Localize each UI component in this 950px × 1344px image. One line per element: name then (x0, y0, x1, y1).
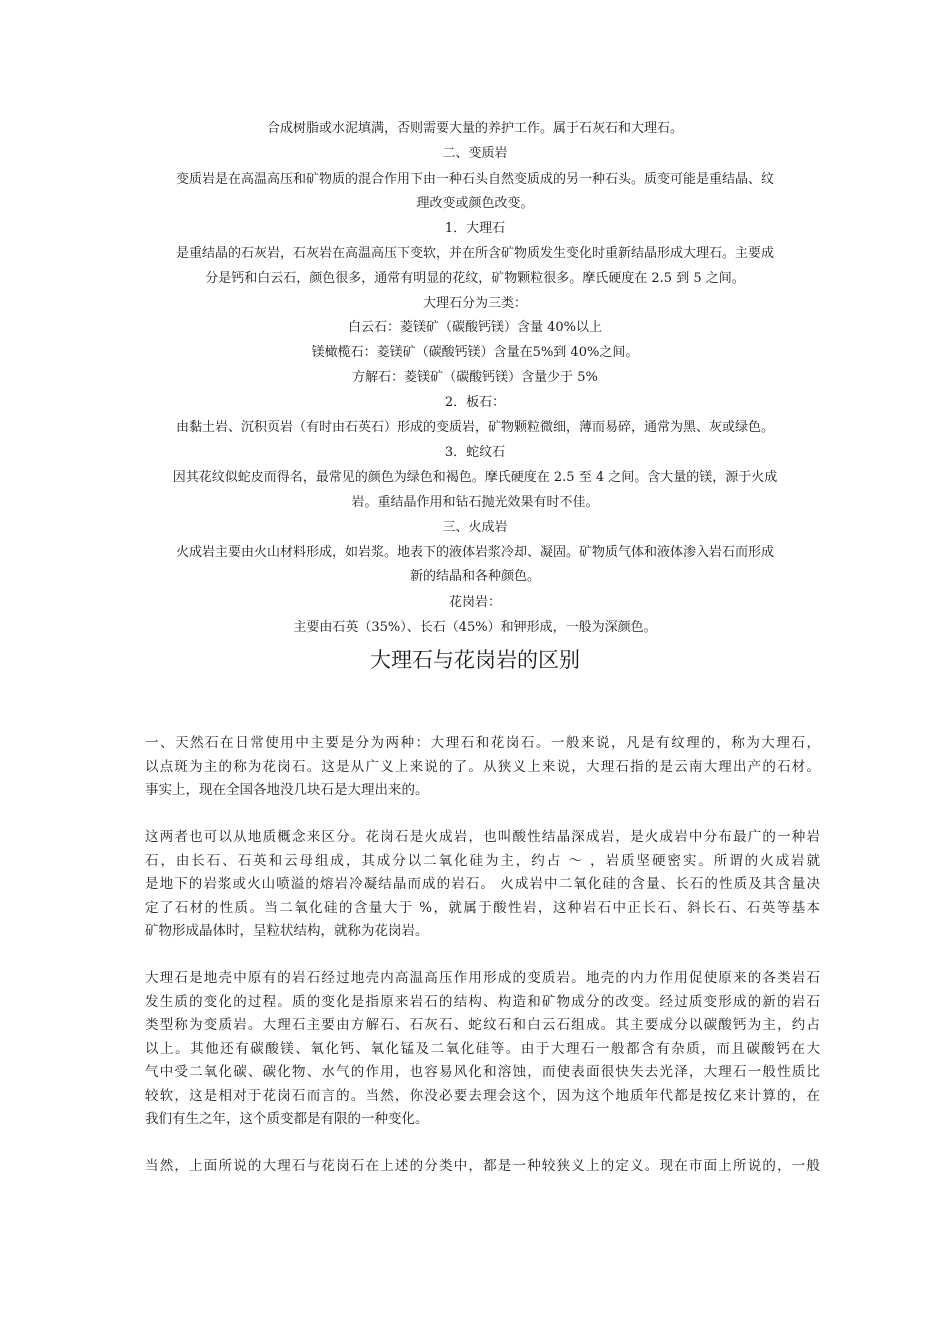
paragraph-line: 气中受二氧化碳、碳化物、水气的作用，也容易风化和溶蚀，而使表面很快失去光泽，大理石一般性质比 (145, 1064, 820, 1080)
paragraph (145, 826, 820, 944)
paragraph (145, 1155, 820, 1179)
paragraph-line: 我们有生之年，这个质变都是有限的一种变化。 (145, 1111, 429, 1127)
page-title: 大理石与花岗岩的区别 (370, 648, 580, 672)
text-line: 方解石：菱镁矿（碳酸钙镁）含量少于 5% (352, 370, 598, 385)
text-line: 岩。重结晶作用和钻石抛光效果有时不佳。 (351, 495, 599, 510)
text-line: 主要由石英（35%）、长石（45%）和钾形成，一般为深颜色。 (293, 620, 657, 635)
paragraph-line: 以点斑为主的称为花岗石。这是从广义上来说的了。从狭义上来说，大理石指的是云南大理出产的石材。 (145, 758, 820, 775)
text-line: 花岗岩： (448, 595, 501, 610)
paragraph-line: 这两者也可以从地质概念来区分。花岗石是火成岩，也叫酸性结晶深成岩，是火成岩中分布最广的一种岩 (145, 829, 820, 845)
text-line: 大理石分为三类： (422, 296, 527, 311)
text-line: 镁橄榄石：菱镁矿（碳酸钙镁）含量在5%到 40%之间。 (311, 345, 639, 360)
article-body (145, 732, 820, 1179)
text-line: 由黏土岩、沉积页岩（有时由石英石）形成的变质岩，矿物颗粒微细，薄而易碎，通常为黑、灰或绿色。 (175, 420, 774, 435)
paragraph-line: 以上。其他还有碳酸镁、氧化钙、氧化锰及二氧化硅等。由于大理石一般都含有杂质，而且碳酸钙在大 (145, 1040, 820, 1057)
paragraph-line: 矿物形成晶体时，呈粒状结构，就称为花岗岩。 (145, 923, 429, 939)
paragraph-line: 一、天然石在日常使用中主要是分为两种：大理石和花岗石。一般来说，凡是有纹理的，称为大理石， (145, 735, 820, 751)
paragraph-line: 大理石是地壳中原有的岩石经过地壳内高温高压作用形成的变质岩。地壳的内力作用促使原来的各类岩石 (145, 970, 820, 986)
paragraph-line: 是地下的岩浆或火山喷溢的熔岩冷凝结晶而成的岩石。 火成岩中二氧化硅的含量、长石的性质及其含量决 (145, 876, 820, 892)
subsection-heading: 2．板石： (444, 395, 506, 410)
text-line: 白云石：菱镁矿（碳酸钙镁）含量 40%以上 (347, 320, 603, 335)
paragraph (145, 732, 820, 803)
text-line: 火成岩主要由火山材料形成，如岩浆。地表下的液体岩浆冷却、凝固。矿物质气体和液体渗入岩石而形成 (175, 545, 774, 560)
section-heading: 二、变质岩 (442, 146, 508, 161)
subsection-heading: 1．大理石 (444, 221, 506, 236)
paragraph-line: 发生质的变化的过程。质的变化是指原来岩石的结构、构造和矿物成分的改变。经过质变形成的新的岩石 (145, 993, 820, 1010)
paragraph-line: 定了石材的性质。当二氧化硅的含量大于 %，就属于酸性岩，这种岩石中正长石、斜长石、石英等基本 (145, 899, 820, 916)
section-heading: 三、火成岩 (442, 520, 508, 535)
paragraph-line: 类型称为变质岩。大理石主要由方解石、石灰石、蛇纹石和白云石组成。其主要成分以碳酸钙为主，约占 (145, 1017, 820, 1033)
text-line: 合成树脂或水泥填满，否则需要大量的养护工作。属于石灰石和大理石。 (266, 121, 683, 136)
paragraph-line: 当然，上面所说的大理石与花岗石在上述的分类中，都是一种较狭义上的定义。现在市面上所说的，一般 (145, 1158, 820, 1174)
paragraph-line: 事实上，现在全国各地没几块石是大理出来的。 (145, 782, 429, 798)
text-line: 理改变或颜色改变。 (416, 196, 534, 211)
text-line: 变质岩是在高温高压和矿物质的混合作用下由一种石头自然变质成的另一种石头。质变可能是重结晶、纹 (175, 172, 774, 187)
paragraph-line: 较软，这是相对于花岗石而言的。当然，你没必要去理会这个，因为这个地质年代都是按亿来计算的，在 (145, 1087, 820, 1104)
text-line: 新的结晶和各种颜色。 (409, 569, 540, 584)
subsection-heading: 3．蛇纹石 (444, 445, 506, 460)
text-line: 分是钙和白云石，颜色很多，通常有明显的花纹，矿物颗粒很多。摩氏硬度在 2.5 到 5 之间。 (205, 271, 745, 286)
paragraph (145, 967, 820, 1132)
text-line: 因其花纹似蛇皮而得名，最常见的颜色为绿色和褐色。摩氏硬度在 2.5 至 4 之间。含大量的镁，源于火成 (172, 470, 778, 485)
paragraph-line: 石，由长石、石英和云母组成，其成分以二氧化硅为主，约占 ～ ，岩质坚硬密实。所谓的火成岩就 (145, 852, 820, 869)
text-line: 是重结晶的石灰岩，石灰岩在高温高压下变软，并在所含矿物质发生变化时重新结晶形成大理石。主要成 (175, 246, 774, 261)
